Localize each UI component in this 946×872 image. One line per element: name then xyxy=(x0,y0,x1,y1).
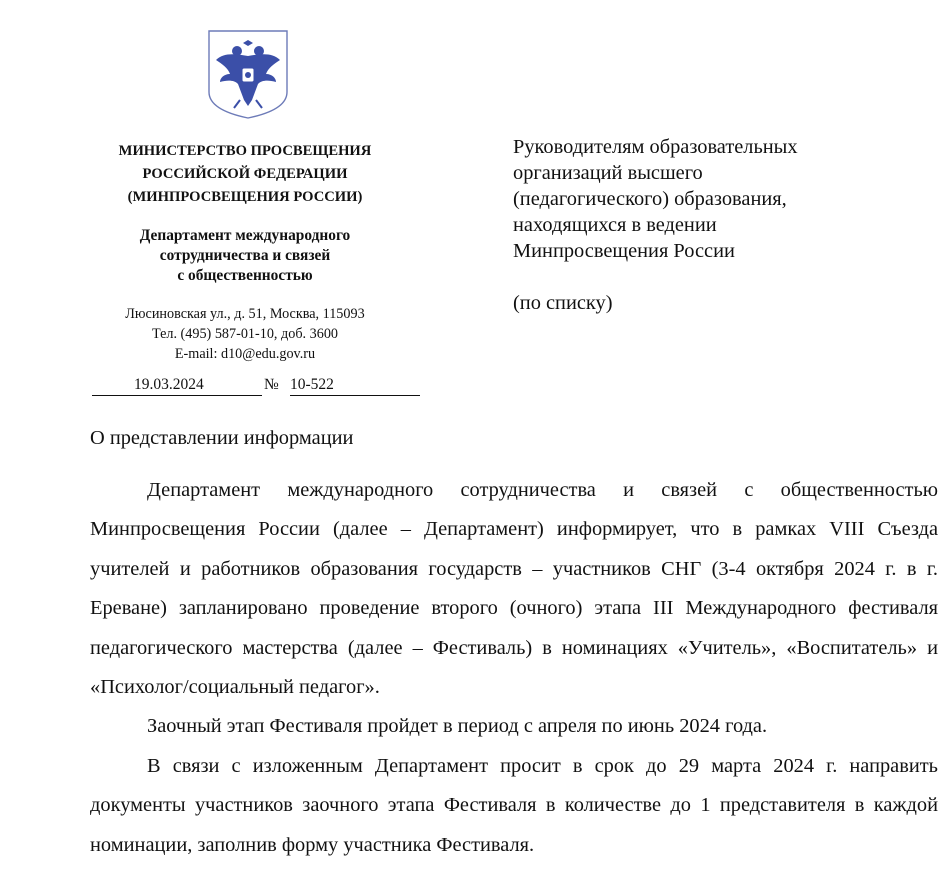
contact-block xyxy=(90,304,400,364)
recipient-line-4: находящихся в ведении xyxy=(513,214,717,236)
department-name xyxy=(90,226,400,286)
ministry-line-3: (МИНПРОСВЕЩЕНИЯ РОССИИ) xyxy=(127,189,363,205)
recipient-note: (по списку) xyxy=(513,292,613,314)
document-number: 10-522 xyxy=(290,376,334,393)
letter-subject: О представлении информации xyxy=(90,427,354,449)
number-underline xyxy=(290,395,420,396)
body-paragraph-2: Заочный этап Фестиваля пройдет в период с апреля по июнь 2024 года. xyxy=(147,715,768,738)
ministry-name xyxy=(90,140,400,209)
phone: Тел. (495) 587-01-10, доб. 3600 xyxy=(151,326,339,342)
ministry-line-1: МИНИСТЕРСТВО ПРОСВЕЩЕНИЯ xyxy=(118,143,372,159)
coat-of-arms-emblem xyxy=(206,28,290,120)
recipient-line-5: Минпросвещения России xyxy=(513,240,735,262)
recipient-line-3: (педагогического) образования, xyxy=(513,188,787,210)
ministry-line-2: РОССИЙСКОЙ ФЕДЕРАЦИИ xyxy=(142,166,348,182)
number-sign: № xyxy=(264,376,279,393)
email: E-mail: d10@edu.gov.ru xyxy=(174,346,316,362)
department-line-2: сотрудничества и связей xyxy=(159,247,331,264)
date-underline xyxy=(92,395,262,396)
body-paragraph-1: Департамент международного сотрудничества и связей с общественностью Минпросвещения России (далее – Департамент) информирует, что в рамках VIII Съезда учителей и работников образования государств – участников СНГ (3-4 октября 2024 г. в г. Ереване) запланировано проведение второго (очного) этапа III Международного фестиваля педагогического мастерства (далее – Фестиваль) в номинациях «Учитель», «Воспитатель» и «Психолог/социальный педагог». xyxy=(90,479,938,699)
department-line-3: с общественностью xyxy=(177,267,313,284)
double-headed-eagle-icon xyxy=(206,28,290,120)
department-line-1: Департамент международного xyxy=(139,227,351,244)
body-paragraph-3: В связи с изложенным Департамент просит в срок до 29 марта 2024 г. направить документы участников заочного этапа Фестиваля в количестве до 1 представителя в каждой номинации, заполнив форму участника Фестиваля. xyxy=(90,754,938,856)
recipient-line-1: Руководителям образовательных xyxy=(513,136,798,158)
registration-line xyxy=(92,376,420,396)
recipient-line-2: организаций высшего xyxy=(513,162,703,184)
letter-body xyxy=(90,471,938,865)
document-date: 19.03.2024 xyxy=(134,376,204,393)
postal-address: Люсиновская ул., д. 51, Москва, 115093 xyxy=(125,306,365,322)
recipient-block xyxy=(513,134,933,316)
